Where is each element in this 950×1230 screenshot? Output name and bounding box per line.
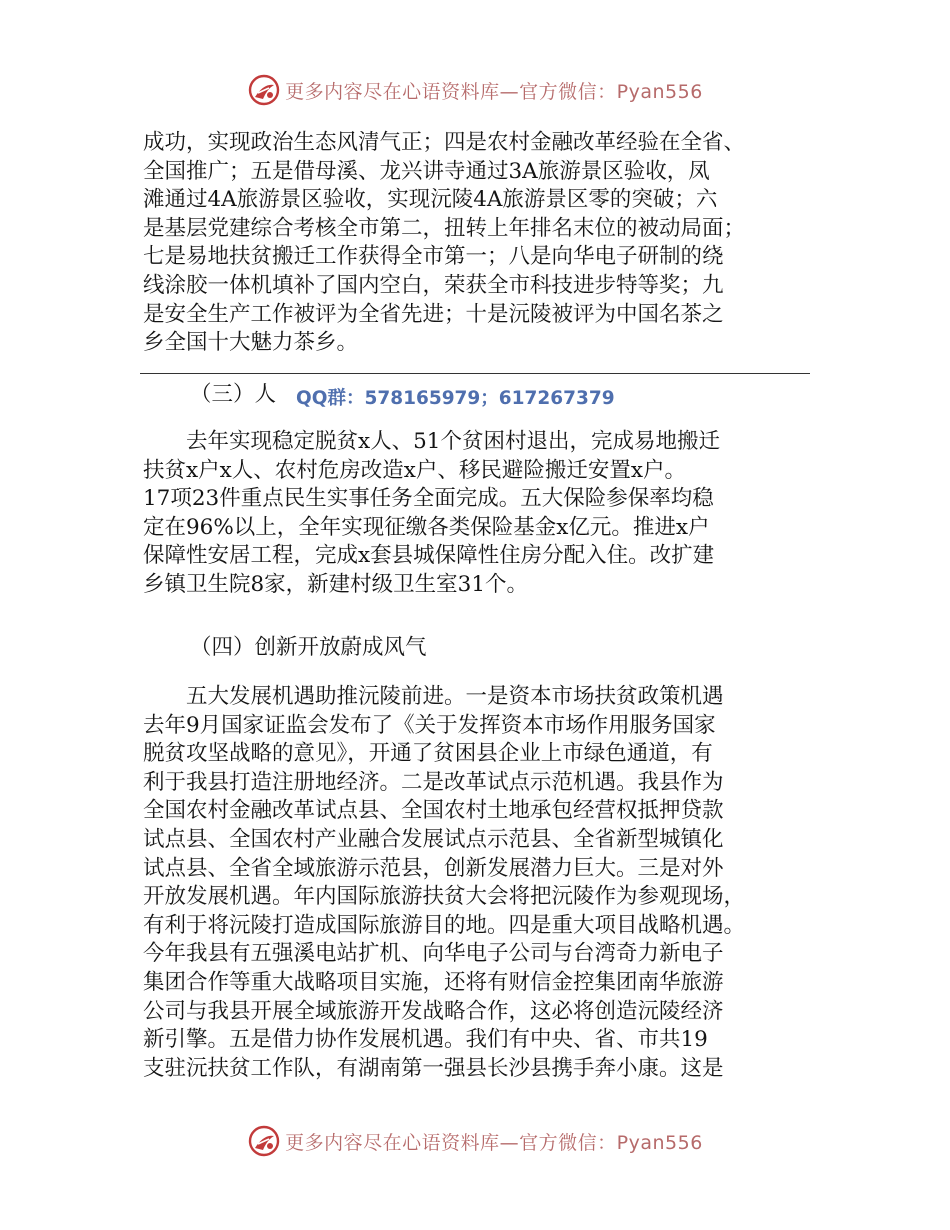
text-line: 脱贫攻坚战略的意见》，开通了贫困县企业上市绿色通道，有: [143, 741, 713, 767]
text-line: 滩通过4A旅游景区验收，实现沅陵4A旅游景区零的突破；六: [143, 187, 718, 213]
banner-text: 更多内容尽在心语资料库—官方微信：Pyan556: [285, 80, 703, 103]
banner-text: 更多内容尽在心语资料库—官方微信：Pyan556: [285, 1131, 703, 1154]
text-line: 试点县、全国农村产业融合发展试点示范县、全省新型城镇化: [143, 826, 724, 852]
header-banner: [0, 70, 950, 110]
text-line: 去年9月国家证监会发布了《关于发挥资本市场作用服务国家: [143, 712, 716, 738]
text-line: 定在96%以上，全年实现征缴各类保险基金x亿元。推进x户: [143, 514, 710, 540]
paragraph-achievements: [143, 129, 811, 358]
footer-banner: [0, 1121, 950, 1161]
book-logo-icon: [247, 1124, 281, 1158]
text-line: 开放发展机遇。年内国际旅游扶贫大会将把沅陵作为参观现场，: [143, 884, 746, 910]
text-line: 公司与我县开展全域旅游开发战略合作，这必将创造沅陵经济: [143, 998, 724, 1024]
text-line: 支驻沅扶贫工作队，有湖南第一强县长沙县携手奔小康。这是: [143, 1055, 724, 1081]
book-logo-icon: [247, 73, 281, 107]
text-line: 是安全生产工作被评为全省先进；十是沅陵被评为中国名茶之: [143, 301, 724, 327]
paragraph-livelihood: [143, 428, 811, 600]
qq-group-watermark: QQ群：578165979；617267379: [296, 388, 615, 409]
text-line: 乡全国十大魅力茶乡。: [143, 330, 359, 356]
text-line: 今年我县有五强溪电站扩机、向华电子公司与台湾奇力新电子: [143, 941, 724, 967]
section-heading-3: （三）人: [190, 382, 277, 407]
text-line: 新引擎。五是借力协作发展机遇。我们有中央、省、市共19: [143, 1027, 708, 1053]
section-heading-4: （四）创新开放蔚成风气: [190, 635, 427, 660]
text-line: 集团合作等重大战略项目实施，还将有财信金控集团南华旅游: [143, 969, 724, 995]
text-line: 保障性安居工程，完成x套县城保障性住房分配入住。改扩建: [143, 543, 715, 569]
text-line: 是基层党建综合考核全市第二，扭转上年排名末位的被动局面；: [143, 215, 746, 241]
text-line: 17项23件重点民生实事任务全面完成。五大保险参保率均稳: [143, 486, 714, 512]
text-line: 乡镇卫生院8家，新建村级卫生室31个。: [143, 571, 529, 597]
text-line: 利于我县打造注册地经济。二是改革试点示范机遇。我县作为: [143, 769, 724, 795]
text-line: 五大发展机遇助推沅陵前进。一是资本市场扶贫政策机遇: [143, 684, 724, 709]
paragraph-opportunities: [143, 683, 811, 1083]
divider-line: [140, 373, 810, 374]
text-line: 全国农村金融改革试点县、全国农村土地承包经营权抵押贷款: [143, 798, 724, 824]
text-line: 有利于将沅陵打造成国际旅游目的地。四是重大项目战略机遇。: [143, 912, 746, 938]
text-line: 线涂胶一体机填补了国内空白，荣获全市科技进步特等奖；九: [143, 272, 724, 298]
text-line: 扶贫x户x人、农村危房改造x户、移民避险搬迁安置x户。: [143, 457, 687, 483]
text-line: 试点县、全省全域旅游示范县，创新发展潜力巨大。三是对外: [143, 855, 724, 881]
text-line: 全国推广；五是借母溪、龙兴讲寺通过3A旅游景区验收，凤: [143, 158, 710, 184]
text-line: 成功，实现政治生态风清气正；四是农村金融改革经验在全省、: [143, 130, 746, 155]
text-line: 去年实现稳定脱贫x人、51个贫困村退出，完成易地搬迁: [143, 429, 720, 454]
text-line: 七是易地扶贫搬迁工作获得全市第一；八是向华电子研制的绕: [143, 244, 724, 270]
